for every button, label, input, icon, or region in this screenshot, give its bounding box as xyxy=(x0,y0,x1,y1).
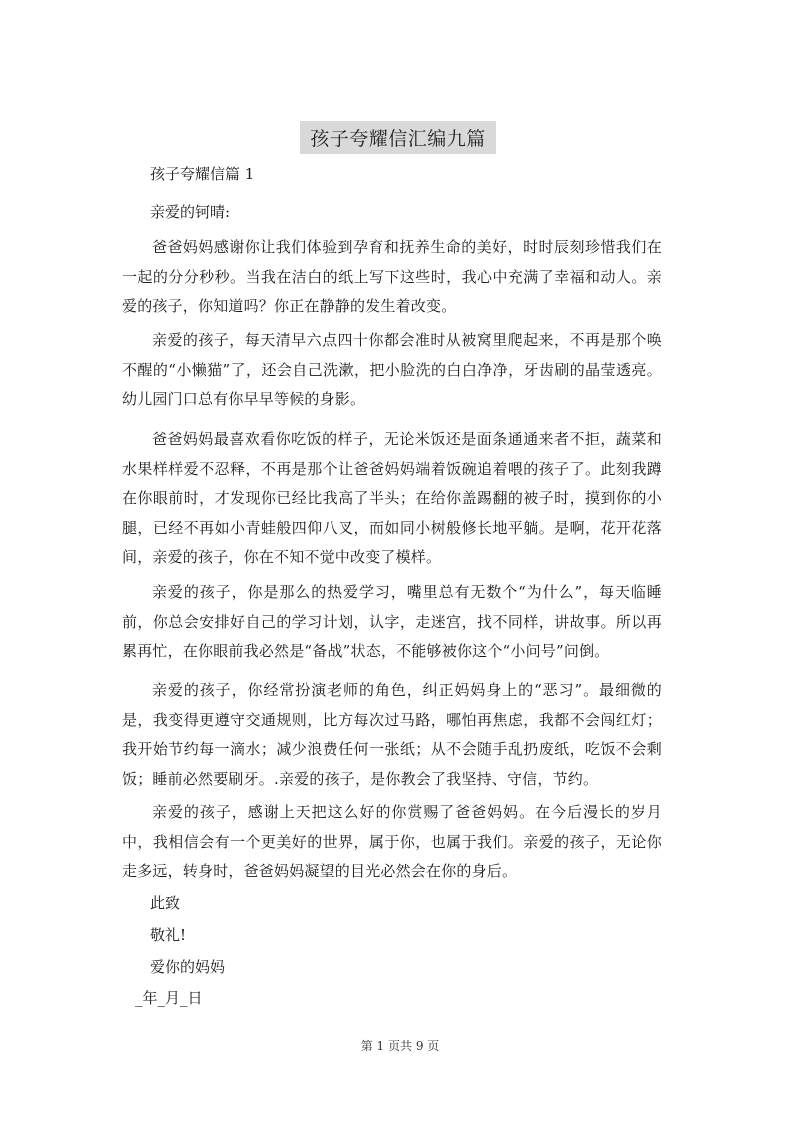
paragraph-1: 爸爸妈妈感谢你让我们体验到孕育和抚养生命的美好，时时辰刻珍惜我们在一起的分分秒秒。当我在洁白的纸上写下这些时，我心中充满了幸福和动人。亲爱的孩子，你知道吗？你正在静静的发生着改变。 xyxy=(122,238,662,315)
paragraph-6: 亲爱的孩子，感谢上天把这么好的你赏赐了爸爸妈妈。在今后漫长的岁月中，我相信会有一个更美好的世界，属于你，也属于我们。亲爱的孩子，无论你走多远，转身时，爸爸妈妈凝望的目光必然会在你的身后。 xyxy=(122,803,662,880)
paragraph-4: 亲爱的孩子，你是那么的热爱学习，嘴里总有无数个“为什么”，每天临睡前，你总会安排好自己的学习计划，认字，走迷宫，找不同样，讲故事。所以再累再忙，在你眼前我必然是“备战”状态，不能够被你这个“小问号”问倒。 xyxy=(122,583,662,660)
page-footer: 第 1 页共 9 页 xyxy=(360,1039,440,1053)
title-highlight xyxy=(300,121,496,154)
document-title: 孩子夸耀信汇编九篇 xyxy=(310,128,486,150)
closing-salute: 敬礼! xyxy=(150,926,187,944)
salutation: 亲爱的钶晴: xyxy=(150,203,231,221)
date-line: _年_月_日 xyxy=(135,989,203,1007)
letter-subtitle: 孩子夸耀信篇 1 xyxy=(150,165,255,183)
paragraph-2: 亲爱的孩子，每天清早六点四十你都会准时从被窝里爬起来，不再是那个唤不醒的“小懒猫”了，还会自己洗漱，把小脸洗的白白净净，牙齿刷的晶莹透亮。幼儿园门口总有你早早等候的身影。 xyxy=(122,331,662,408)
signature: 爱你的妈妈 xyxy=(150,958,226,976)
closing-line: 此致 xyxy=(150,894,181,912)
paragraph-5: 亲爱的孩子，你经常扮演老师的角色，纠正妈妈身上的“恶习”。最细微的是，我变得更遵守交通规则，比方每次过马路，哪怕再焦虑，我都不会闯红灯；我开始节约每一滴水；减少浪费任何一张纸；从不会随手乱扔废纸，吃饭不会剩饭；睡前必然要刷牙。.亲爱的孩子，是你教会了我坚持、守信，节约。 xyxy=(122,681,662,788)
paragraph-3: 爸爸妈妈最喜欢看你吃饭的样子，无论米饭还是面条通通来者不拒，蔬菜和水果样样爱不忍释，不再是那个让爸爸妈妈端着饭碗追着喂的孩子了。此刻我蹲在你眼前时，才发现你已经比我高了半头；在给你盖踢翻的被子时，摸到你的小腿，已经不再如小青蛙般四仰八叉，而如同小树般修长地平躺。是啊，花开花落间，亲爱的孩子，你在不知不觉中改变了模样。 xyxy=(122,430,662,566)
